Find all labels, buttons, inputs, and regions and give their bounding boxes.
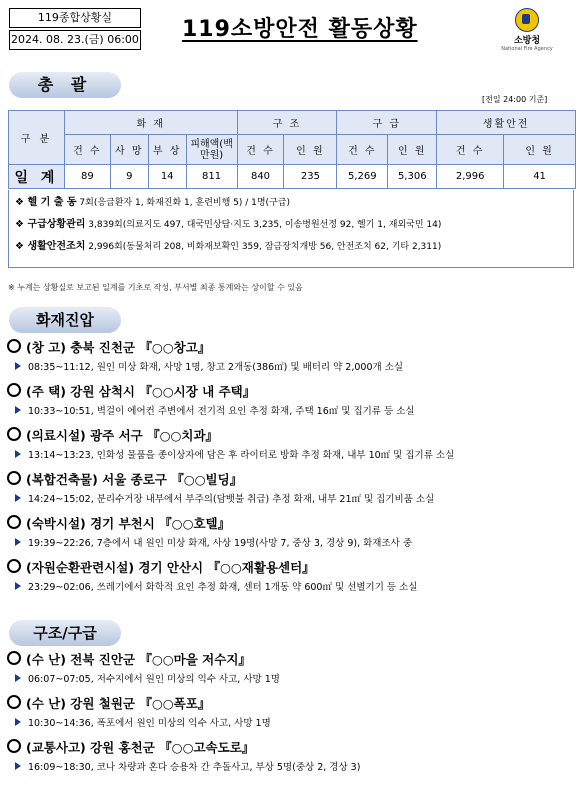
circle-bullet-icon: [7, 515, 21, 529]
incident-title: (수 난) 전북 진안군 『○○마을 저수지』: [26, 652, 251, 667]
incident-title: (복합건축물) 서울 종로구 『○○빌딩』: [26, 472, 243, 487]
summary-section-title: 총 괄: [9, 72, 121, 98]
table-cell: 235: [284, 165, 337, 189]
sub-header: 인 원: [284, 135, 337, 165]
incident-title: (교통사고) 강원 홍천군 『○○고속도로』: [26, 740, 255, 755]
incident-detail: [7, 403, 577, 426]
incident-title: (수 난) 강원 철원군 『○○폭포』: [26, 696, 211, 711]
incident-title: (숙박시설) 경기 부천시 『○○호텔』: [26, 516, 231, 531]
incident-detail-text: 10:33~10:51, 벽걸이 에어컨 주변에서 전기적 요인 추정 화재, 주택 16㎡ 및 집기류 등 소실: [28, 406, 415, 417]
incident-detail-text: 16:09~18:30, 코나 차량과 혼다 승용차 간 추돌사고, 부상 5명(중상 2, 경상 3): [28, 762, 361, 773]
incident-detail: [7, 671, 577, 694]
table-row: [9, 165, 576, 189]
page-title: 119소방안전 활동상황: [182, 17, 418, 42]
incident-detail-text: 10:30~14:36, 폭포에서 원인 미상의 익수 사고, 사망 1명: [28, 718, 271, 729]
triangle-bullet-icon: [15, 762, 21, 770]
sub-header: 건 수: [237, 135, 284, 165]
incident-detail: [7, 359, 577, 382]
triangle-bullet-icon: [15, 362, 21, 370]
circle-bullet-icon: [7, 559, 21, 573]
table-cell: 14: [148, 165, 186, 189]
list-item: [7, 338, 577, 359]
list-item: [7, 514, 577, 535]
sub-header: 건 수: [64, 135, 110, 165]
list-item: [7, 738, 577, 759]
sub-header: 사 망: [110, 135, 148, 165]
incident-detail-text: 06:07~07:05, 저수지에서 원인 미상의 익수 사고, 사망 1명: [28, 674, 280, 685]
base-time-note: [전일 24:00 기준]: [482, 95, 548, 104]
table-cell: 811: [186, 165, 237, 189]
list-item: [7, 650, 577, 671]
fire-list: [7, 338, 577, 602]
incident-detail-text: 23:29~02:06, 쓰레기에서 화학적 요인 추정 화재, 센터 1개동 약 600㎡ 및 선별기기 등 소실: [28, 582, 418, 593]
incident-detail-text: 13:14~13:23, 인화성 물품을 종이상자에 담은 후 라이터로 방화 추정 화재, 내부 10㎡ 및 집기류 소실: [28, 450, 455, 461]
circle-bullet-icon: [7, 471, 21, 485]
triangle-bullet-icon: [15, 582, 21, 590]
detail-label: ❖ 헬 기 출 동: [15, 197, 77, 208]
incident-detail: [7, 759, 577, 782]
table-cell: 9: [110, 165, 148, 189]
table-cell: 5,306: [388, 165, 437, 189]
incident-detail: [7, 579, 577, 602]
incident-detail: [7, 491, 577, 514]
sub-header: 부 상: [148, 135, 186, 165]
incident-title: (주 택) 강원 삼척시 『○○시장 내 주택』: [26, 384, 256, 399]
triangle-bullet-icon: [15, 494, 21, 502]
rescue-list: [7, 650, 577, 782]
sub-header: 인 원: [504, 135, 576, 165]
group-ems: 구 급: [337, 111, 437, 135]
report-date: 2024. 08. 23.(금) 06:00: [9, 30, 141, 50]
list-item: [7, 558, 577, 579]
summary-caption: ※ 누계는 상황실로 보고된 일계를 기초로 작성, 부서별 최종 통계와는 상이할 수 있음: [8, 283, 303, 292]
list-item: [7, 470, 577, 491]
fire-section-title: 화재진압: [9, 307, 121, 333]
list-item: [7, 694, 577, 715]
agency-logo: [498, 8, 556, 52]
table-cell: 41: [504, 165, 576, 189]
triangle-bullet-icon: [15, 674, 21, 682]
row-label-daily: 일 계: [9, 165, 65, 189]
incident-detail-text: 08:35~11:12, 원인 미상 화재, 사망 1명, 창고 2개동(386㎡) 및 배터리 약 2,000개 소실: [28, 362, 404, 373]
incident-detail: [7, 535, 577, 558]
detail-text: 7회(응급환자 1, 화재진화 1, 훈련비행 5) / 1명(구급): [79, 198, 290, 208]
table-cell: 89: [64, 165, 110, 189]
detail-text: 2,996회(동물처리 208, 비화재보확인 359, 잠금장치개방 56, 안전조치 62, 기타 2,311): [88, 242, 442, 252]
detail-label: ❖ 생활안전조치: [15, 241, 86, 252]
logo-text: 소방청: [513, 36, 541, 46]
incident-detail-text: 14:24~15:02, 분리수거장 내부에서 부주의(담뱃불 취급) 추정 화재, 내부 21㎡ 및 집기비품 소실: [28, 494, 435, 505]
incident-title: (의료시설) 광주 서구 『○○치과』: [26, 428, 219, 443]
triangle-bullet-icon: [15, 538, 21, 546]
incident-detail-text: 19:39~22:26, 7층에서 내 원인 미상 화재, 사상 19명(사망 7, 중상 3, 경상 9), 화재조사 중: [28, 538, 413, 549]
triangle-bullet-icon: [15, 406, 21, 414]
table-cell: 5,269: [337, 165, 388, 189]
group-rescue: 구 조: [237, 111, 337, 135]
col-header-category: 구 분: [9, 111, 65, 165]
circle-bullet-icon: [7, 383, 21, 397]
incident-detail: [7, 715, 577, 738]
incident-title: (자원순환관련시설) 경기 안산시 『○○재활용센터』: [26, 560, 315, 575]
detail-line-ems-mgmt: [15, 214, 573, 236]
logo-subtext: National Fire Agency: [501, 46, 553, 52]
circle-bullet-icon: [7, 739, 21, 753]
summary-table: [8, 110, 576, 189]
detail-line-safety: [15, 236, 573, 258]
rescue-section-title: 구조/구급: [9, 620, 121, 646]
sub-header: 피해액(백만원): [186, 135, 237, 165]
triangle-bullet-icon: [15, 450, 21, 458]
triangle-bullet-icon: [15, 718, 21, 726]
detail-text: 3,839회(의료지도 497, 대국민상담·지도 3,235, 이송병원선정 92, 헬기 1, 재외국민 14): [88, 220, 442, 230]
group-fire: 화 재: [64, 111, 237, 135]
circle-bullet-icon: [7, 339, 21, 353]
emblem-icon: [515, 8, 539, 32]
sub-header: 건 수: [337, 135, 388, 165]
summary-details: [8, 190, 574, 268]
incident-title: (창 고) 충북 진천군 『○○창고』: [26, 340, 211, 355]
circle-bullet-icon: [7, 695, 21, 709]
detail-line-helicopter: [15, 192, 573, 214]
table-cell: 2,996: [437, 165, 504, 189]
sub-header: 인 원: [388, 135, 437, 165]
sub-header: 건 수: [437, 135, 504, 165]
detail-label: ❖ 구급상황관리: [15, 219, 86, 230]
circle-bullet-icon: [7, 651, 21, 665]
table-cell: 840: [237, 165, 284, 189]
group-safety: 생활안전: [437, 111, 576, 135]
dept-label: 119종합상황실: [9, 8, 141, 28]
incident-detail: [7, 447, 577, 470]
circle-bullet-icon: [7, 427, 21, 441]
list-item: [7, 382, 577, 403]
list-item: [7, 426, 577, 447]
